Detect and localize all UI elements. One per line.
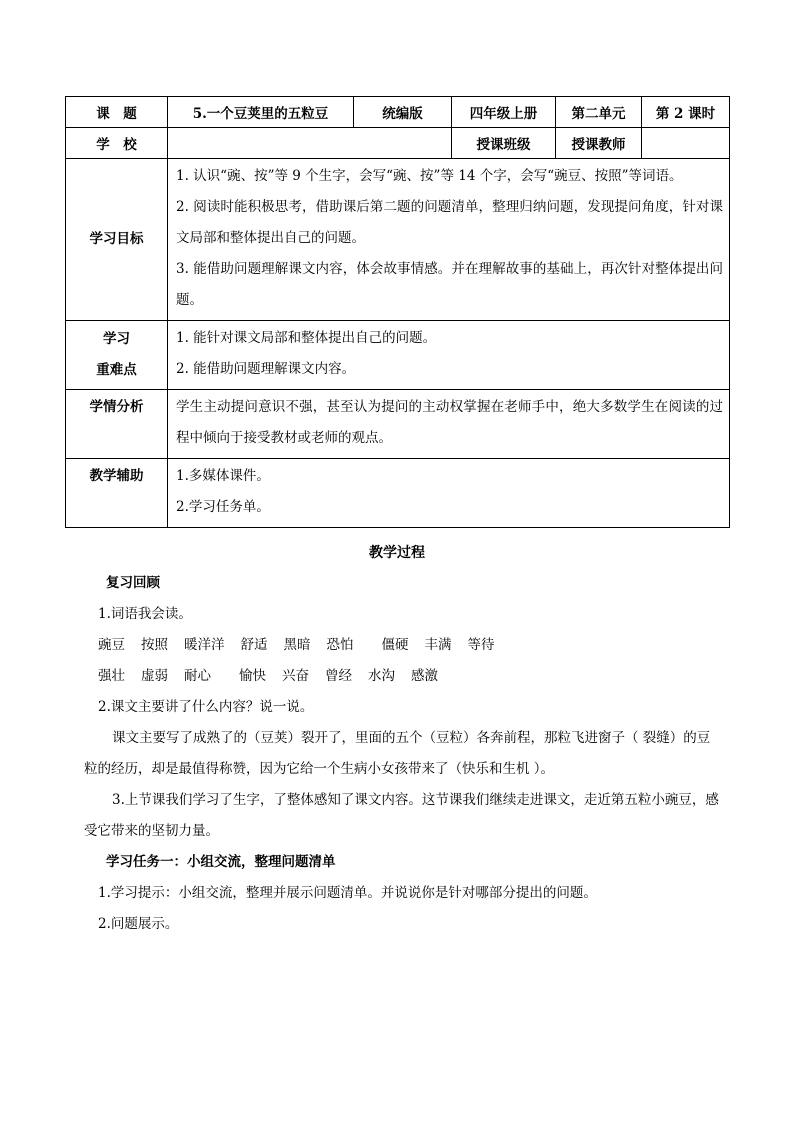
label-class: 授课班级 bbox=[452, 128, 556, 159]
school-value bbox=[168, 128, 452, 159]
word: 兴奋 bbox=[282, 668, 309, 684]
label-aids: 教学辅助 bbox=[66, 459, 168, 528]
review-item-3: 3.上节课我们学习了生字，了整体感知了课文内容。这节课我们继续走进课文，走近第五粒小豌豆，感受它带来的坚韧力量。 bbox=[84, 792, 719, 839]
aid-item-1: 1.多媒体课件。 bbox=[176, 468, 270, 484]
objective-item-3: 3. 能借助问题理解课文内容，体会故事情感。并在理解故事的基础上，再次针对整体提出问题。 bbox=[176, 261, 723, 308]
word: 恐怕 bbox=[326, 637, 354, 653]
key-points-cell bbox=[168, 321, 730, 390]
aid-item-2: 2.学习任务单。 bbox=[176, 499, 270, 515]
edition: 统编版 bbox=[354, 97, 452, 128]
word: 豌豆 bbox=[98, 637, 125, 653]
label-key-points-line2: 重难点 bbox=[96, 362, 137, 378]
task1-heading: 学习任务一：小组交流，整理问题清单 bbox=[106, 854, 336, 870]
objective-item-2: 2. 阅读时能积极思考，借助课后第二题的问题清单，整理归纳问题，发现提问角度，针对课文局部和整体提出自己的问题。 bbox=[176, 199, 723, 246]
unit: 第二单元 bbox=[556, 97, 642, 128]
teacher-value bbox=[642, 128, 730, 159]
label-objectives: 学习目标 bbox=[66, 159, 168, 321]
label-analysis: 学情分析 bbox=[66, 390, 168, 459]
objectives-cell bbox=[168, 159, 730, 321]
key-point-item-1: 1. 能针对课文局部和整体提出自己的问题。 bbox=[176, 330, 437, 346]
word: 舒适 bbox=[240, 637, 268, 653]
task1-item-1: 1.学习提示：小组交流，整理并展示问题清单。并说说你是针对哪部分提出的问题。 bbox=[98, 885, 597, 901]
label-school: 学 校 bbox=[66, 128, 168, 159]
aids-cell bbox=[168, 459, 730, 528]
analysis-text: 学生主动提问意识不强，甚至认为提问的主动权掌握在老师手中，绝大多数学生在阅读的过程中倾向于接受教材或老师的观点。 bbox=[168, 390, 730, 459]
word: 水沟 bbox=[368, 668, 395, 684]
label-teacher: 授课教师 bbox=[556, 128, 642, 159]
lesson-title: 5.一个豆荚里的五粒豆 bbox=[168, 97, 354, 128]
word: 丰满 bbox=[424, 637, 452, 653]
table-row-analysis bbox=[66, 390, 730, 459]
word: 按照 bbox=[141, 637, 168, 653]
table-row-aids bbox=[66, 459, 730, 528]
word: 黑暗 bbox=[283, 637, 311, 653]
key-point-item-2: 2. 能借助问题理解课文内容。 bbox=[176, 361, 356, 377]
objective-item-1: 1. 认识“豌、按”等 9 个生字，会写“豌、按”等 14 个字，会写“豌豆、按照”等词语。 bbox=[176, 168, 683, 184]
process-title: 教学过程 bbox=[369, 545, 425, 561]
table-row-header bbox=[66, 97, 730, 128]
label-topic: 课 题 bbox=[66, 97, 168, 128]
word: 耐心 bbox=[184, 668, 211, 684]
process-body bbox=[84, 568, 720, 940]
review-heading: 复习回顾 bbox=[106, 575, 160, 591]
word: 强壮 bbox=[98, 668, 125, 684]
review-item-2: 2.课文主要讲了什么内容？说一说。 bbox=[98, 699, 314, 715]
words-row-1 bbox=[84, 630, 720, 661]
period: 第 2 课时 bbox=[642, 97, 730, 128]
word: 僵硬 bbox=[381, 637, 409, 653]
label-key-points bbox=[66, 321, 168, 390]
review-answer: 课文主要写了成熟了的（豆荚）裂开了，里面的五个（豆粒）各奔前程，那粒飞进窗子（ 裂缝）的豆粒的经历，却是最值得称赞，因为它给一个生病小女孩带来了（快乐和生机 ）。 bbox=[84, 730, 711, 777]
word: 感激 bbox=[411, 668, 438, 684]
label-key-points-line1: 学习 bbox=[103, 331, 130, 347]
review-item-1: 1.词语我会读。 bbox=[98, 606, 192, 622]
table-row-objectives bbox=[66, 159, 730, 321]
grade: 四年级上册 bbox=[452, 97, 556, 128]
word: 愉快 bbox=[239, 668, 266, 684]
lesson-info-table bbox=[65, 96, 730, 528]
task1-item-2: 2.问题展示。 bbox=[98, 916, 179, 932]
words-row-2 bbox=[84, 661, 720, 692]
word: 虚弱 bbox=[141, 668, 168, 684]
word: 等待 bbox=[467, 637, 495, 653]
table-row-school bbox=[66, 128, 730, 159]
table-row-key-points bbox=[66, 321, 730, 390]
word: 暖洋洋 bbox=[184, 637, 225, 653]
word: 曾经 bbox=[325, 668, 352, 684]
